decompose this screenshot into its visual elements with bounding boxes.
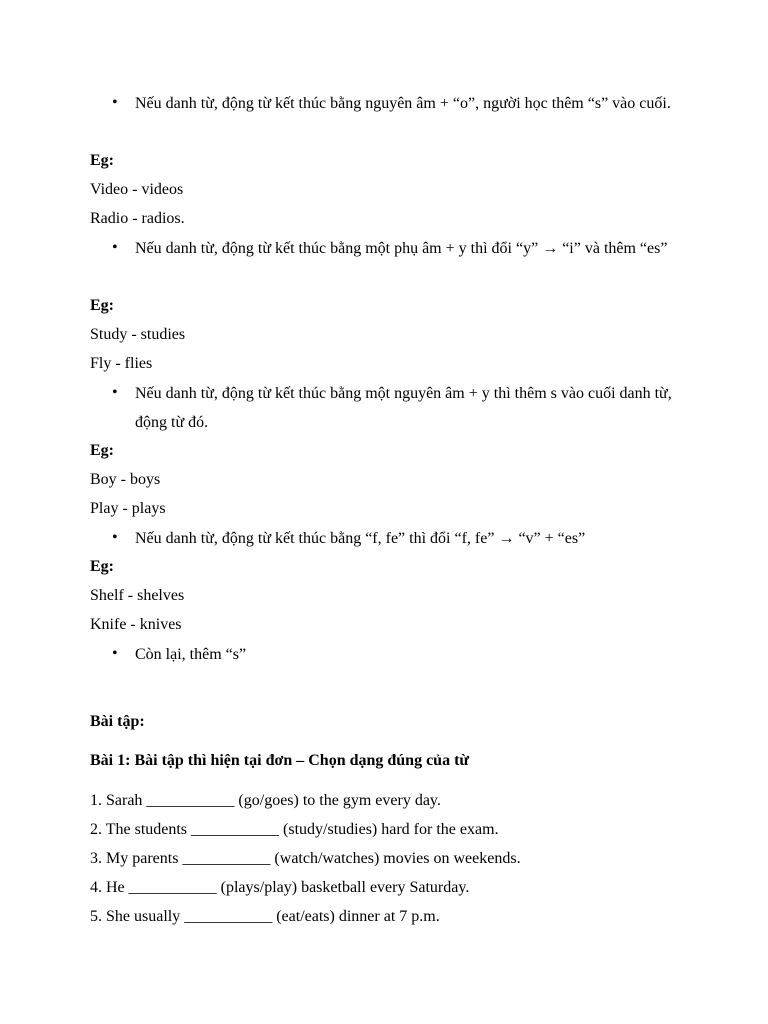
rule-5-text: Còn lại, thêm “s”	[135, 646, 247, 663]
bullet-icon: •	[112, 645, 118, 662]
exercise-item-4: 4. He ___________ (plays/play) basketball every Saturday.	[90, 879, 470, 896]
exercise-item-3: 3. My parents ___________ (watch/watches) movies on weekends.	[90, 850, 521, 867]
rule-1-eg-label: Eg:	[90, 152, 114, 169]
bullet-icon: •	[112, 384, 118, 401]
rule-1-example-2: Radio - radios.	[90, 210, 185, 227]
rule-3-example-1: Boy - boys	[90, 471, 161, 488]
rule-2-eg-label: Eg:	[90, 297, 114, 314]
rule-2-text: Nếu danh từ, động từ kết thúc bằng một phụ âm + y thì đổi “y” → “i” và thêm “es”	[135, 240, 668, 257]
rule-3-eg-label: Eg:	[90, 442, 114, 459]
exercises-heading: Bài tập:	[90, 713, 145, 730]
rule-4-eg-label: Eg:	[90, 558, 114, 575]
rule-2-example-2: Fly - flies	[90, 355, 153, 372]
exercise-item-5: 5. She usually ___________ (eat/eats) dinner at 7 p.m.	[90, 908, 440, 925]
exercise-item-2: 2. The students ___________ (study/studies) hard for the exam.	[90, 821, 499, 838]
rule-4-text: Nếu danh từ, động từ kết thúc bằng “f, fe” thì đổi “f, fe” → “v” + “es”	[135, 530, 586, 547]
bullet-icon: •	[112, 529, 118, 546]
rule-2-example-1: Study - studies	[90, 326, 186, 343]
rule-3-text: Nếu danh từ, động từ kết thúc bằng một nguyên âm + y thì thêm s vào cuối danh từ, động từ đó.	[135, 385, 672, 431]
rule-4-example-1: Shelf - shelves	[90, 587, 185, 604]
exercise-1-title: Bài 1: Bài tập thì hiện tại đơn – Chọn dạng đúng của từ	[90, 752, 470, 769]
rule-4-example-2: Knife - knives	[90, 616, 182, 633]
rule-3-example-2: Play - plays	[90, 500, 166, 517]
bullet-icon: •	[112, 94, 118, 111]
bullet-icon: •	[112, 239, 118, 256]
rule-1-example-1: Video - videos	[90, 181, 184, 198]
rule-1-text: Nếu danh từ, động từ kết thúc bằng nguyên âm + “o”, người học thêm “s” vào cuối.	[135, 95, 671, 112]
exercise-item-1: 1. Sarah ___________ (go/goes) to the gym every day.	[90, 792, 441, 809]
